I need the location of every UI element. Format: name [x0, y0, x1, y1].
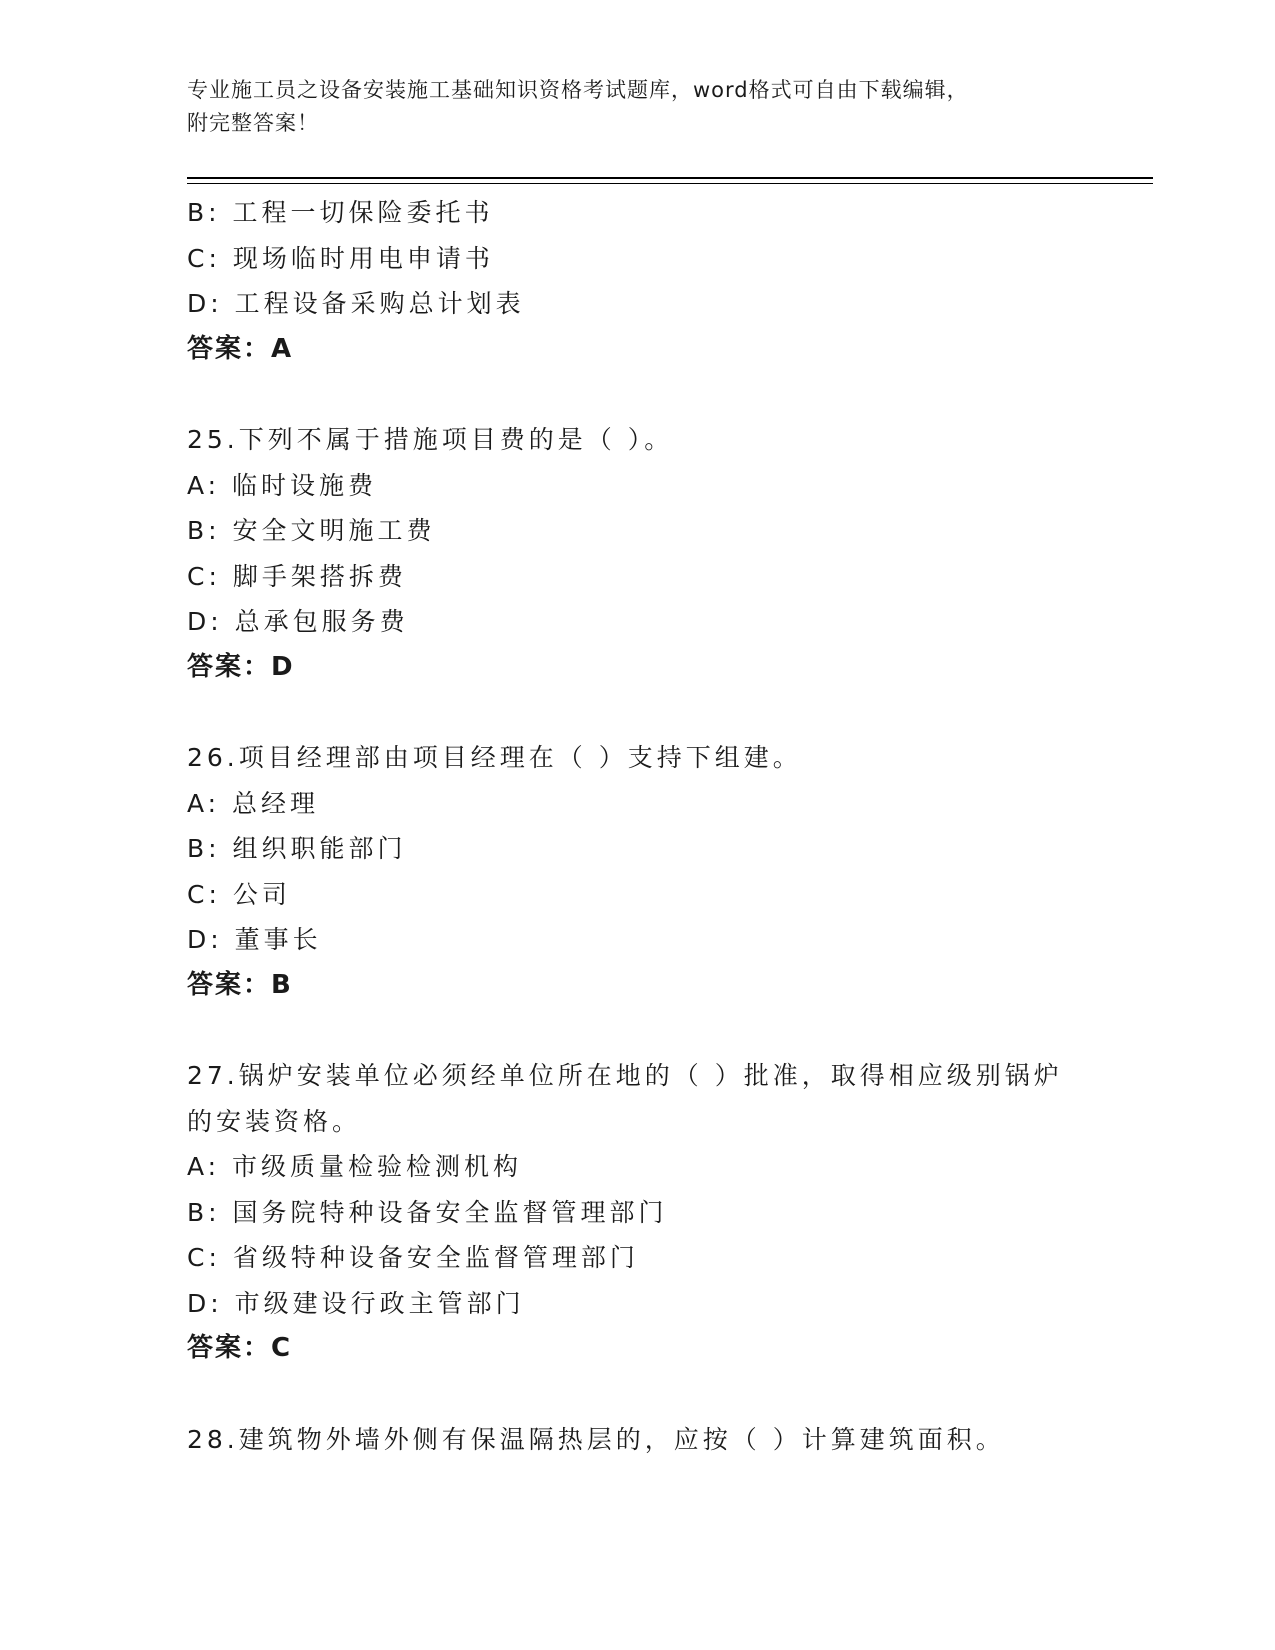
option-c: C: 现场临时用电申请书 [187, 243, 494, 273]
option-c: C: 省级特种设备安全监督管理部门 [187, 1243, 639, 1272]
option-d: D: 总承包服务费 [187, 607, 409, 636]
question-list [187, 190, 1087, 1462]
header-line-1: 专业施工员之设备安装施工基础知识资格考试题库，word格式可自由下载编辑， [187, 78, 969, 102]
question-27 [187, 1053, 1087, 1372]
question-continued [187, 190, 1087, 372]
option-c: C: 公司 [187, 879, 291, 909]
option-b: B: 组织职能部门 [187, 834, 407, 863]
question-26 [187, 735, 1087, 1008]
option-b: B: 安全文明施工费 [187, 516, 436, 545]
option-a: A: 市级质量检验检测机构 [187, 1152, 523, 1181]
document-header [187, 74, 1087, 140]
option-c: C: 脚手架搭拆费 [187, 561, 407, 591]
option-b: B: 国务院特种设备安全监督管理部门 [187, 1197, 668, 1227]
question-stem: 25.下列不属于措施项目费的是（ ）。 [187, 425, 674, 454]
answer-text: 答案：B [187, 969, 293, 1000]
option-b: B: 工程一切保险委托书 [187, 198, 494, 227]
question-stem: 27.锅炉安装单位必须经单位所在地的（ ）批准，取得相应级别锅炉的安装资格。 [187, 1061, 1063, 1136]
header-line-2: 附完整答案！ [187, 111, 319, 135]
answer-text: 答案：D [187, 651, 295, 682]
question-28 [187, 1417, 1087, 1463]
question-stem: 28.建筑物外墙外侧有保温隔热层的，应按（ ）计算建筑面积。 [187, 1424, 1005, 1454]
header-divider-thick [187, 177, 1153, 179]
option-d: D: 董事长 [187, 925, 322, 954]
option-a: A: 总经理 [187, 788, 320, 818]
option-d: D: 工程设备采购总计划表 [187, 289, 525, 318]
question-stem: 26.项目经理部由项目经理在（ ）支持下组建。 [187, 743, 802, 772]
question-25 [187, 417, 1087, 690]
answer-text: 答案：A [187, 333, 294, 364]
option-a: A: 临时设施费 [187, 470, 378, 500]
answer-text: 答案：C [187, 1333, 293, 1363]
option-d: D: 市级建设行政主管部门 [187, 1288, 525, 1318]
header-divider-thin [187, 183, 1153, 184]
